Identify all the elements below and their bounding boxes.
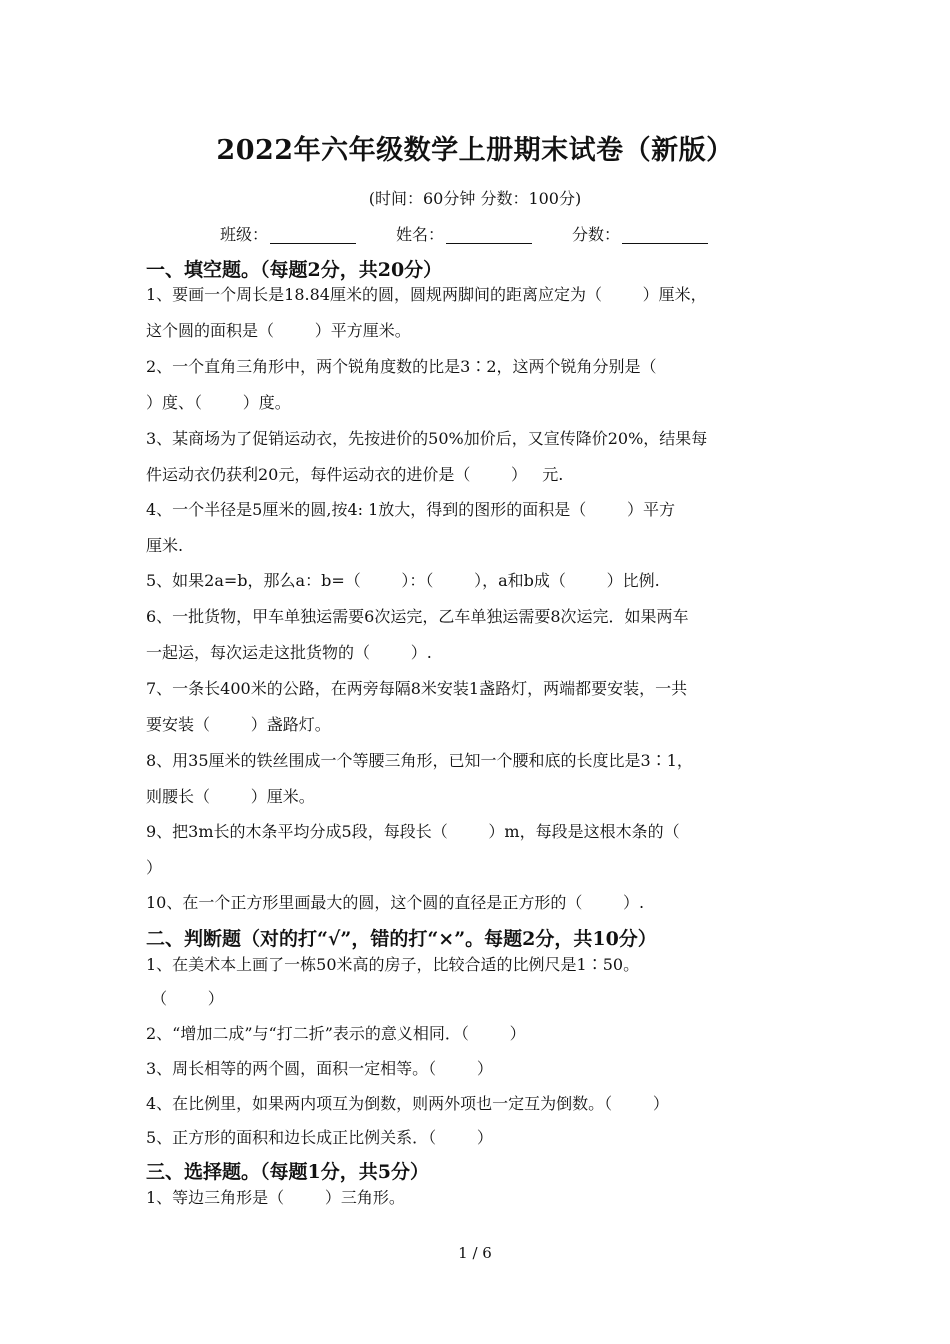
question-line: 件运动衣仍获利20元，每件运动衣的进价是（ ） 元.: [146, 465, 564, 484]
question-line: 则腰长（ ）厘米。: [146, 787, 315, 806]
score-label: 分数：: [572, 225, 621, 244]
question-line: ）度、（ ）度。: [146, 393, 291, 412]
student-info-row: [220, 222, 708, 245]
question-line: 3、某商场为了促销运动衣，先按进价的50%加价后，又宣传降价20%，结果每: [146, 429, 708, 448]
class-blank[interactable]: [270, 227, 356, 244]
question-line: 8、用35厘米的铁丝围成一个等腰三角形，已知一个腰和底的长度比是3∶1，: [146, 751, 693, 770]
question-line: 1、在美术本上画了一栋50米高的房子，比较合适的比例尺是1∶50。: [146, 955, 640, 974]
question-line: 1、要画一个周长是18.84厘米的圆，圆规两脚间的距离应定为（ ）厘米，: [146, 285, 707, 304]
question-line: 5、正方形的面积和边长成正比例关系．（ ）: [146, 1128, 493, 1147]
score-field: [572, 222, 708, 245]
name-label: 姓名：: [396, 225, 445, 244]
score-blank[interactable]: [622, 227, 708, 244]
section-true-false-heading: 二、判断题（对的打“√”，错的打“×”。每题2分，共10分）: [146, 928, 657, 950]
question-line: 4、在比例里，如果两内项互为倒数，则两外项也一定互为倒数。（ ）: [146, 1094, 669, 1113]
question-line: 要安装（ ）盏路灯。: [146, 715, 331, 734]
page-number: 1 / 6: [458, 1244, 492, 1262]
question-line: 6、一批货物，甲车单独运需要6次运完，乙车单独运需要8次运完．如果两车: [146, 607, 689, 626]
question-line: 3、周长相等的两个圆，面积一定相等。（ ）: [146, 1059, 493, 1078]
question-line: 一起运，每次运走这批货物的（ ）.: [146, 643, 432, 662]
question-line: 2、“增加二成”与“打二折”表示的意义相同．（ ）: [146, 1024, 526, 1043]
exam-time-score: (时间：60分钟 分数：100分): [368, 189, 582, 208]
question-line: 9、把3m长的木条平均分成5段，每段长（ ）m，每段是这根木条的（: [146, 822, 680, 841]
class-label: 班级：: [220, 225, 269, 244]
question-line: 4、一个半径是5厘米的圆,按4: 1放大，得到的图形的面积是（ ）平方: [146, 500, 675, 519]
class-field: [220, 222, 356, 245]
name-field: [396, 222, 532, 245]
section-fill-in-heading: 一、填空题。（每题2分，共20分）: [146, 259, 443, 281]
question-line: ）: [146, 858, 163, 877]
question-line: 2、一个直角三角形中，两个锐角度数的比是3∶2，这两个锐角分别是（: [146, 357, 657, 376]
name-blank[interactable]: [446, 227, 532, 244]
question-line: 5、如果2a=b，那么a：b=（ ）：（ ），a和b成（ ）比例.: [146, 571, 660, 590]
question-line: （ ）: [146, 989, 224, 1008]
question-line: 1、等边三角形是（ ）三角形。: [146, 1188, 405, 1207]
question-line: 7、一条长400米的公路，在两旁每隔8米安装1盏路灯，两端都要安装，一共: [146, 679, 688, 698]
question-line: 厘米.: [146, 536, 184, 555]
question-line: 这个圆的面积是（ ）平方厘米。: [146, 321, 411, 340]
section-multiple-choice-heading: 三、选择题。（每题1分，共5分）: [146, 1161, 429, 1183]
question-line: 10、在一个正方形里画最大的圆，这个圆的直径是正方形的（ ）.: [146, 893, 645, 912]
page-title: 2022年六年级数学上册期末试卷（新版）: [216, 135, 734, 166]
